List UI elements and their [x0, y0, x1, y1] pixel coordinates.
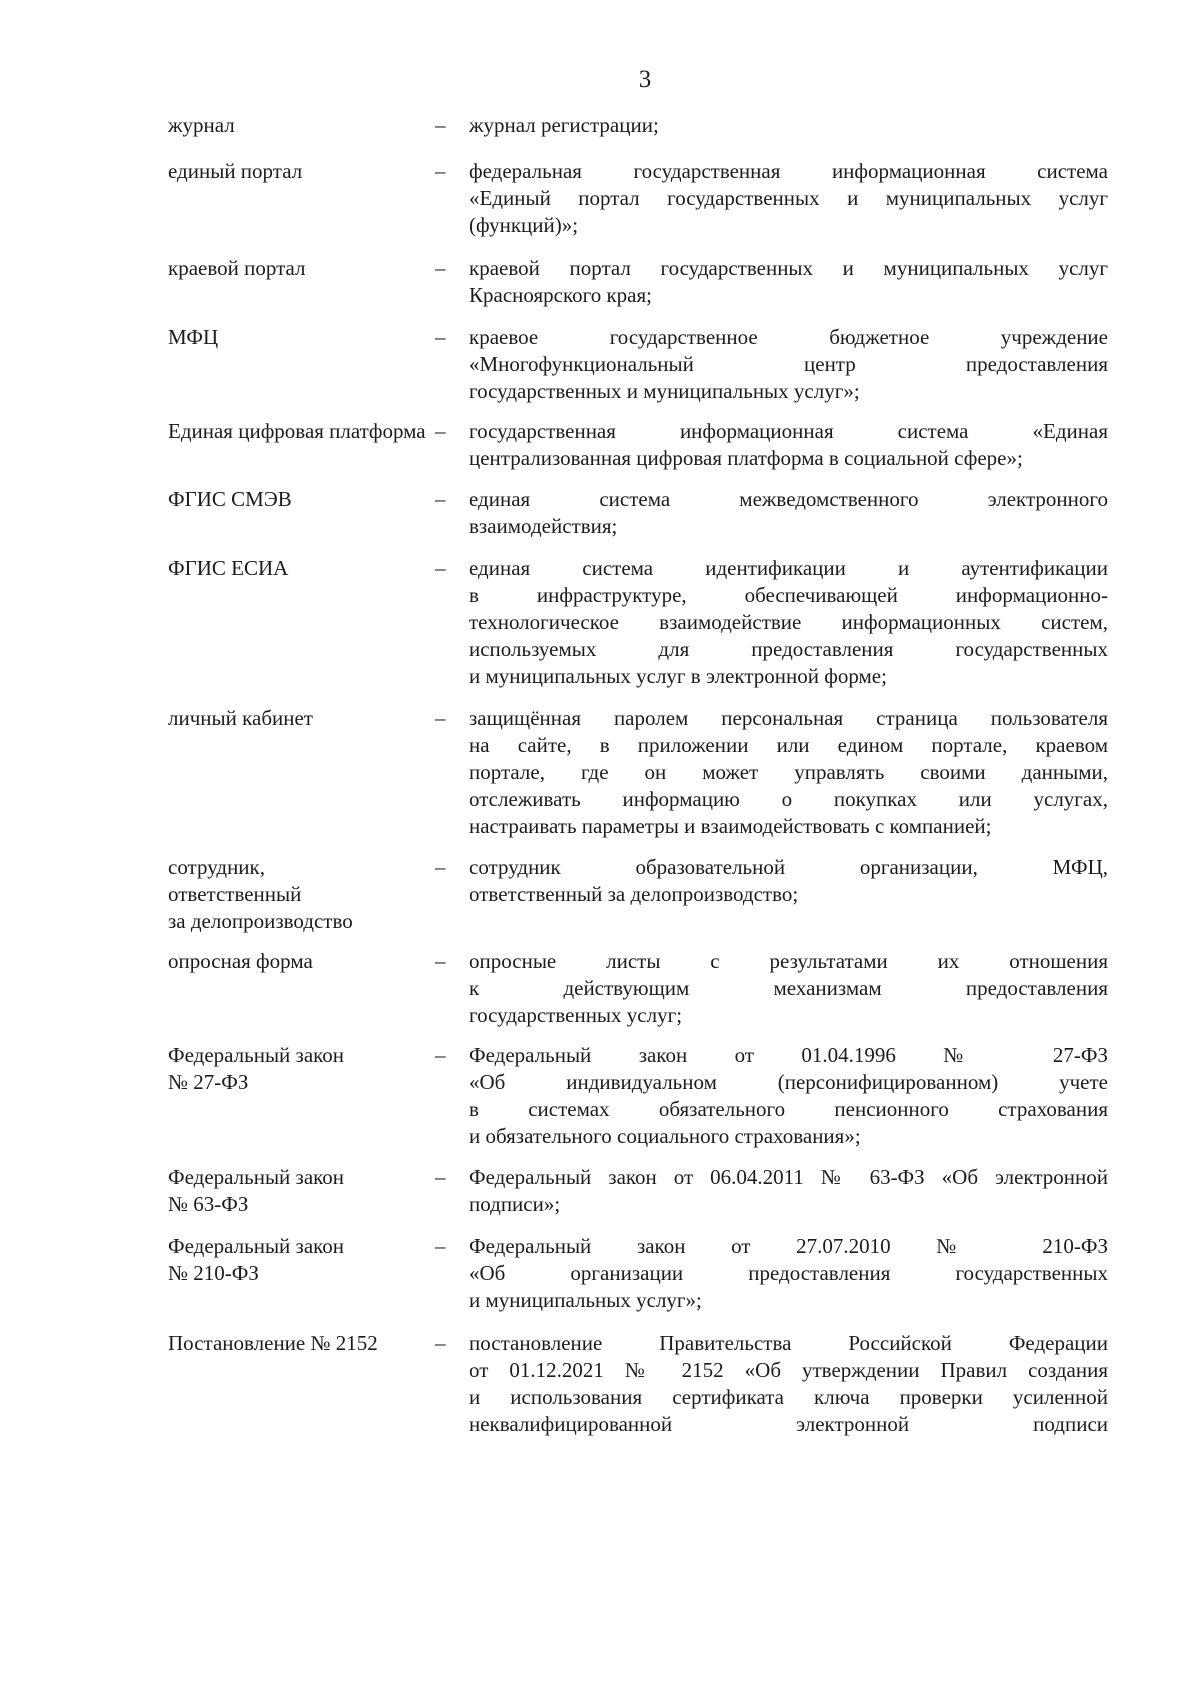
definition-line: постановление Правительства Российской Федерации — [469, 1331, 1108, 1355]
dash-separator: – — [435, 706, 446, 730]
definition-line: настраивать параметры и взаимодействовать с компанией; — [469, 814, 992, 838]
term-label: единый портал — [168, 159, 303, 183]
definition-row — [168, 158, 1108, 239]
term-label-line: № 27-ФЗ — [168, 1070, 249, 1094]
dash-separator: – — [435, 325, 446, 349]
definition-line: сотрудник образовательной организации, МФЦ, — [469, 855, 1108, 879]
definition-line: журнал регистрации; — [469, 113, 659, 137]
term-definition — [469, 948, 1108, 1029]
definition-line: и муниципальных услуг в электронной форме; — [469, 664, 887, 688]
dash-separator: – — [435, 1234, 446, 1258]
definition-line: государственных услуг; — [469, 1003, 683, 1027]
term-label — [168, 854, 428, 935]
definition-row — [168, 948, 1108, 1029]
definition-row — [168, 1233, 1108, 1314]
dash-separator: – — [435, 256, 446, 280]
term-definition — [469, 1233, 1108, 1314]
definition-line: краевое государственное бюджетное учреждение — [469, 325, 1108, 349]
definition-line: технологическое взаимодействие информационных систем, — [469, 610, 1108, 634]
dash-separator: – — [435, 556, 446, 580]
term-label: краевой портал — [168, 256, 306, 280]
definition-line: (функций)»; — [469, 213, 579, 237]
definition-line: на сайте, в приложении или едином портале, краевом — [469, 733, 1108, 757]
term-label-line: ответственный — [168, 882, 302, 906]
definition-row — [168, 854, 1108, 933]
term-definition — [469, 255, 1108, 309]
page-number: 3 — [638, 66, 652, 93]
dash-separator: – — [435, 113, 446, 137]
definition-row — [168, 255, 1108, 309]
term-label — [168, 1164, 428, 1218]
term-label-line: сотрудник, — [168, 855, 265, 879]
term-definition — [469, 112, 1108, 139]
definition-line: «Об организации предоставления государственных — [469, 1261, 1108, 1285]
term-definition — [469, 555, 1108, 690]
definition-row — [168, 112, 1108, 140]
definition-line: Федеральный закон от 01.04.1996 № 27-ФЗ — [469, 1043, 1108, 1067]
definition-line: и муниципальных услуг»; — [469, 1288, 702, 1312]
definition-line: опросные листы с результатами их отношения — [469, 949, 1108, 973]
term-definition — [469, 705, 1108, 840]
definition-line: государственная информационная система «Единая — [469, 419, 1108, 443]
definition-row — [168, 486, 1108, 540]
definition-line: «Многофункциональный центр предоставления — [469, 352, 1108, 376]
dash-separator: – — [435, 1043, 446, 1067]
term-definition — [469, 158, 1108, 239]
dash-separator: – — [435, 1331, 446, 1355]
term-label: МФЦ — [168, 325, 219, 349]
term-label: Постановление № 2152 — [168, 1331, 378, 1355]
definition-row — [168, 705, 1108, 840]
definition-line: и обязательного социального страхования»; — [469, 1124, 861, 1148]
dash-separator: – — [435, 855, 446, 879]
definition-line: от 01.12.2021 № 2152 «Об утверждении Правил создания — [469, 1358, 1108, 1382]
definition-row — [168, 1330, 1108, 1438]
term-definition — [469, 1330, 1108, 1438]
term-label-line: № 210-ФЗ — [168, 1261, 259, 1285]
definition-line: единая система идентификации и аутентификации — [469, 556, 1108, 580]
term-definition — [469, 1164, 1108, 1218]
definition-row — [168, 1164, 1108, 1218]
term-definition — [469, 418, 1108, 472]
dash-separator: – — [435, 949, 446, 973]
definition-line: к действующим механизмам предоставления — [469, 976, 1108, 1000]
term-label: ФГИС СМЭВ — [168, 487, 292, 511]
definition-line: в инфраструктуре, обеспечивающей информационно- — [469, 583, 1108, 607]
definition-line: централизованная цифровая платформа в социальной сфере»; — [469, 446, 1023, 470]
dash-separator: – — [435, 487, 446, 511]
definition-line: портале, где он может управлять своими данными, — [469, 760, 1108, 784]
definition-line: «Об индивидуальном (персонифицированном) учете — [469, 1070, 1108, 1094]
term-label-line: Федеральный закон — [168, 1234, 345, 1258]
definition-line: единая система межведомственного электронного — [469, 487, 1108, 511]
definition-line: отслеживать информацию о покупках или услугах, — [469, 787, 1108, 811]
definition-row — [168, 324, 1108, 405]
definition-line: Федеральный закон от 27.07.2010 № 210-ФЗ — [469, 1234, 1108, 1258]
definition-row — [168, 555, 1108, 690]
definition-line: «Единый портал государственных и муниципальных услуг — [469, 186, 1108, 210]
dash-separator: – — [435, 419, 446, 443]
definition-line: и использования сертификата ключа проверки усиленной — [469, 1385, 1108, 1409]
term-definition — [469, 854, 1108, 908]
term-label — [168, 1233, 428, 1287]
definition-line: ответственный за делопроизводство; — [469, 882, 799, 906]
term-label: журнал — [168, 113, 235, 137]
definition-line: взаимодействия; — [469, 514, 618, 538]
definition-row — [168, 418, 1108, 472]
definition-line: государственных и муниципальных услуг»; — [469, 379, 860, 403]
term-label: Единая цифровая платформа — [168, 419, 426, 443]
definition-line: защищённая паролем персональная страница пользователя — [469, 706, 1108, 730]
definition-line: Федеральный закон от 06.04.2011 № 63-ФЗ «Об электронной — [469, 1165, 1108, 1189]
dash-separator: – — [435, 1165, 446, 1189]
term-label-line: Федеральный закон — [168, 1165, 345, 1189]
definition-line: краевой портал государственных и муниципальных услуг — [469, 256, 1108, 280]
term-definition — [469, 486, 1108, 540]
definition-line: Красноярского края; — [469, 283, 652, 307]
term-definition — [469, 324, 1108, 405]
term-label: ФГИС ЕСИА — [168, 556, 289, 580]
term-label — [168, 1042, 428, 1096]
term-label: опросная форма — [168, 949, 313, 973]
definition-line: неквалифицированной электронной подписи — [469, 1412, 1108, 1436]
term-definition — [469, 1042, 1108, 1150]
term-label-line: Федеральный закон — [168, 1043, 345, 1067]
term-label-line: за делопроизводство — [168, 909, 353, 933]
dash-separator: – — [435, 159, 446, 183]
term-label: личный кабинет — [168, 706, 313, 730]
term-label-line: № 63-ФЗ — [168, 1192, 249, 1216]
definition-line: федеральная государственная информационная система — [469, 159, 1108, 183]
definition-line: в системах обязательного пенсионного страхования — [469, 1097, 1108, 1121]
definition-line: используемых для предоставления государственных — [469, 637, 1108, 661]
definition-row — [168, 1042, 1108, 1150]
definition-line: подписи»; — [469, 1192, 561, 1216]
